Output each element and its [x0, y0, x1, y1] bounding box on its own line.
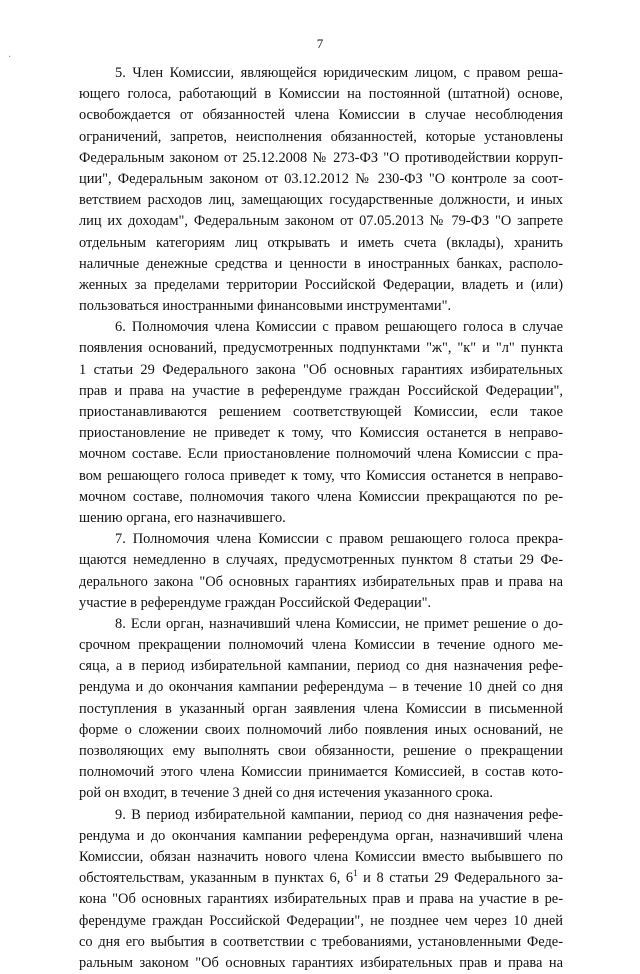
text-line: ветствием расходов лиц, замещающих государственные должности, и иных	[79, 192, 563, 209]
text-line: вом решающего голоса приведет к тому, что Комиссия останется в неправо-	[79, 467, 563, 484]
text-line: полномочий этого члена Комиссии принимается Комиссией, в состав кото-	[79, 764, 563, 781]
paragraph-6	[79, 317, 563, 529]
text-line: Комиссии, обязан назначить нового члена Комиссии вместо выбывшего по	[79, 848, 563, 865]
text-line: мочном составе. Если приостановление полномочий члена Комиссии с пра-	[79, 446, 563, 463]
text-line: рендума и до окончания кампании референдума – в течение 10 дней со дня	[79, 679, 563, 696]
text-line: мочном составе, полномочия такого члена Комиссии прекращаются по ре-	[79, 488, 563, 505]
text-line: срочном прекращении полномочий члена Комиссии в течение одного ме-	[79, 637, 563, 654]
text-line: ферендуме граждан Российской Федерации", не позднее чем через 10 дней	[79, 912, 563, 929]
text-line: рендума и до окончания кампании референдума орган, назначивший члена	[79, 827, 563, 844]
text-segment: "Об основных гарантиях избирательных прав и права на участие в ре-	[112, 891, 563, 908]
text-line: участие в референдуме граждан Российской Федерации".	[79, 594, 432, 611]
text-line: со дня его выбытия в соответствии с требованиями, установленными Феде-	[79, 933, 563, 950]
text-line-with-superscript	[79, 868, 563, 889]
text-segment: кона	[79, 891, 107, 908]
text-line	[79, 889, 563, 910]
superscript: 1	[353, 868, 358, 879]
text-line: позволяющих ему выполнять свои обязанности, решение о прекращении	[79, 743, 563, 759]
text-line: освобождается от обязанностей члена Комиссии в случае несоблюдения	[79, 107, 563, 124]
text-line: 7. Полномочия члена Комиссии с правом решающего голоса прекра-	[115, 531, 563, 548]
text-line: Федеральным законом от 25.12.2008 № 273-ФЗ "О противодействии корруп-	[79, 149, 563, 166]
text-line: ющего голоса, работающий в Комиссии на постоянной (штатной) основе,	[79, 86, 563, 103]
paragraph-9	[79, 805, 563, 974]
text-line: прав и права на участие в референдуме граждан Российской Федерации",	[79, 382, 563, 399]
text-line: 6. Полномочия члена Комиссии с правом решающего голоса в случае	[115, 319, 563, 336]
text-line: пользоваться иностранными финансовыми инструментами".	[79, 298, 452, 315]
text-line: дерального закона "Об основных гарантиях избирательных прав и права на	[79, 573, 563, 590]
text-line: шению органа, его назначившего.	[79, 509, 286, 526]
paragraph-5	[79, 63, 563, 317]
margin-mark: ·	[8, 52, 12, 63]
text-segment: обстоятельствам, указанным в пунктах 6, 6	[79, 870, 354, 887]
text-line: женных за пределами территории Российской Федерации, владеть и (или)	[79, 276, 563, 293]
text-line: 8. Если орган, назначивший члена Комиссии, не примет решение о до-	[115, 615, 563, 632]
text-line: сяца, а в период избирательной кампании, период со дня назначения рефе-	[79, 658, 563, 675]
text-line: лиц их доходам", Федеральным законом от 07.05.2013 № 79-ФЗ "О запрете	[79, 213, 563, 230]
text-line: отдельным категориям лиц открывать и иметь счета (вклады), хранить	[79, 234, 563, 251]
text-line: приостанавливаются решением соответствующей Комиссии, если такое	[79, 404, 563, 420]
paragraph-7	[79, 529, 563, 614]
text-line: ральным законом "Об основных гарантиях избирательных прав и права на	[79, 954, 563, 971]
text-line: наличные денежные средства и ценности в иностранных банках, располо-	[79, 255, 563, 272]
text-line: 9. В период избирательной кампании, период со дня назначения рефе-	[115, 806, 563, 823]
page-number: 7	[316, 36, 324, 51]
text-line: поступления в указанный орган заявления члена Комиссии в письменной	[79, 700, 563, 717]
paragraph-8	[79, 614, 563, 805]
text-line: щаются немедленно в случаях, предусмотренных пунктом 8 статьи 29 Фе-	[79, 552, 563, 569]
text-segment: и 8 статьи 29 Федерального за-	[357, 870, 563, 887]
text-line: рой он входит, в течение 3 дней со дня истечения указанного срока.	[79, 785, 494, 802]
document-body	[79, 63, 563, 974]
text-line: приостановление не приведет к тому, что Комиссия останется в неправо-	[79, 425, 563, 442]
text-line: появления оснований, предусмотренных подпунктами "ж", "к" и "л" пункта	[79, 340, 563, 357]
text-line: 5. Член Комиссии, являющейся юридическим лицом, с правом реша-	[115, 65, 563, 81]
text-line: форме о сложении своих полномочий либо появления иных оснований, не	[79, 721, 563, 738]
text-line: 1 статьи 29 Федерального закона "Об основных гарантиях избирательных	[79, 361, 563, 378]
text-line: ограничений, запретов, неисполнения обязанностей, которые установлены	[79, 128, 563, 145]
text-line: ции", Федеральным законом от 03.12.2012 № 230-ФЗ "О контроле за соот-	[79, 170, 563, 187]
